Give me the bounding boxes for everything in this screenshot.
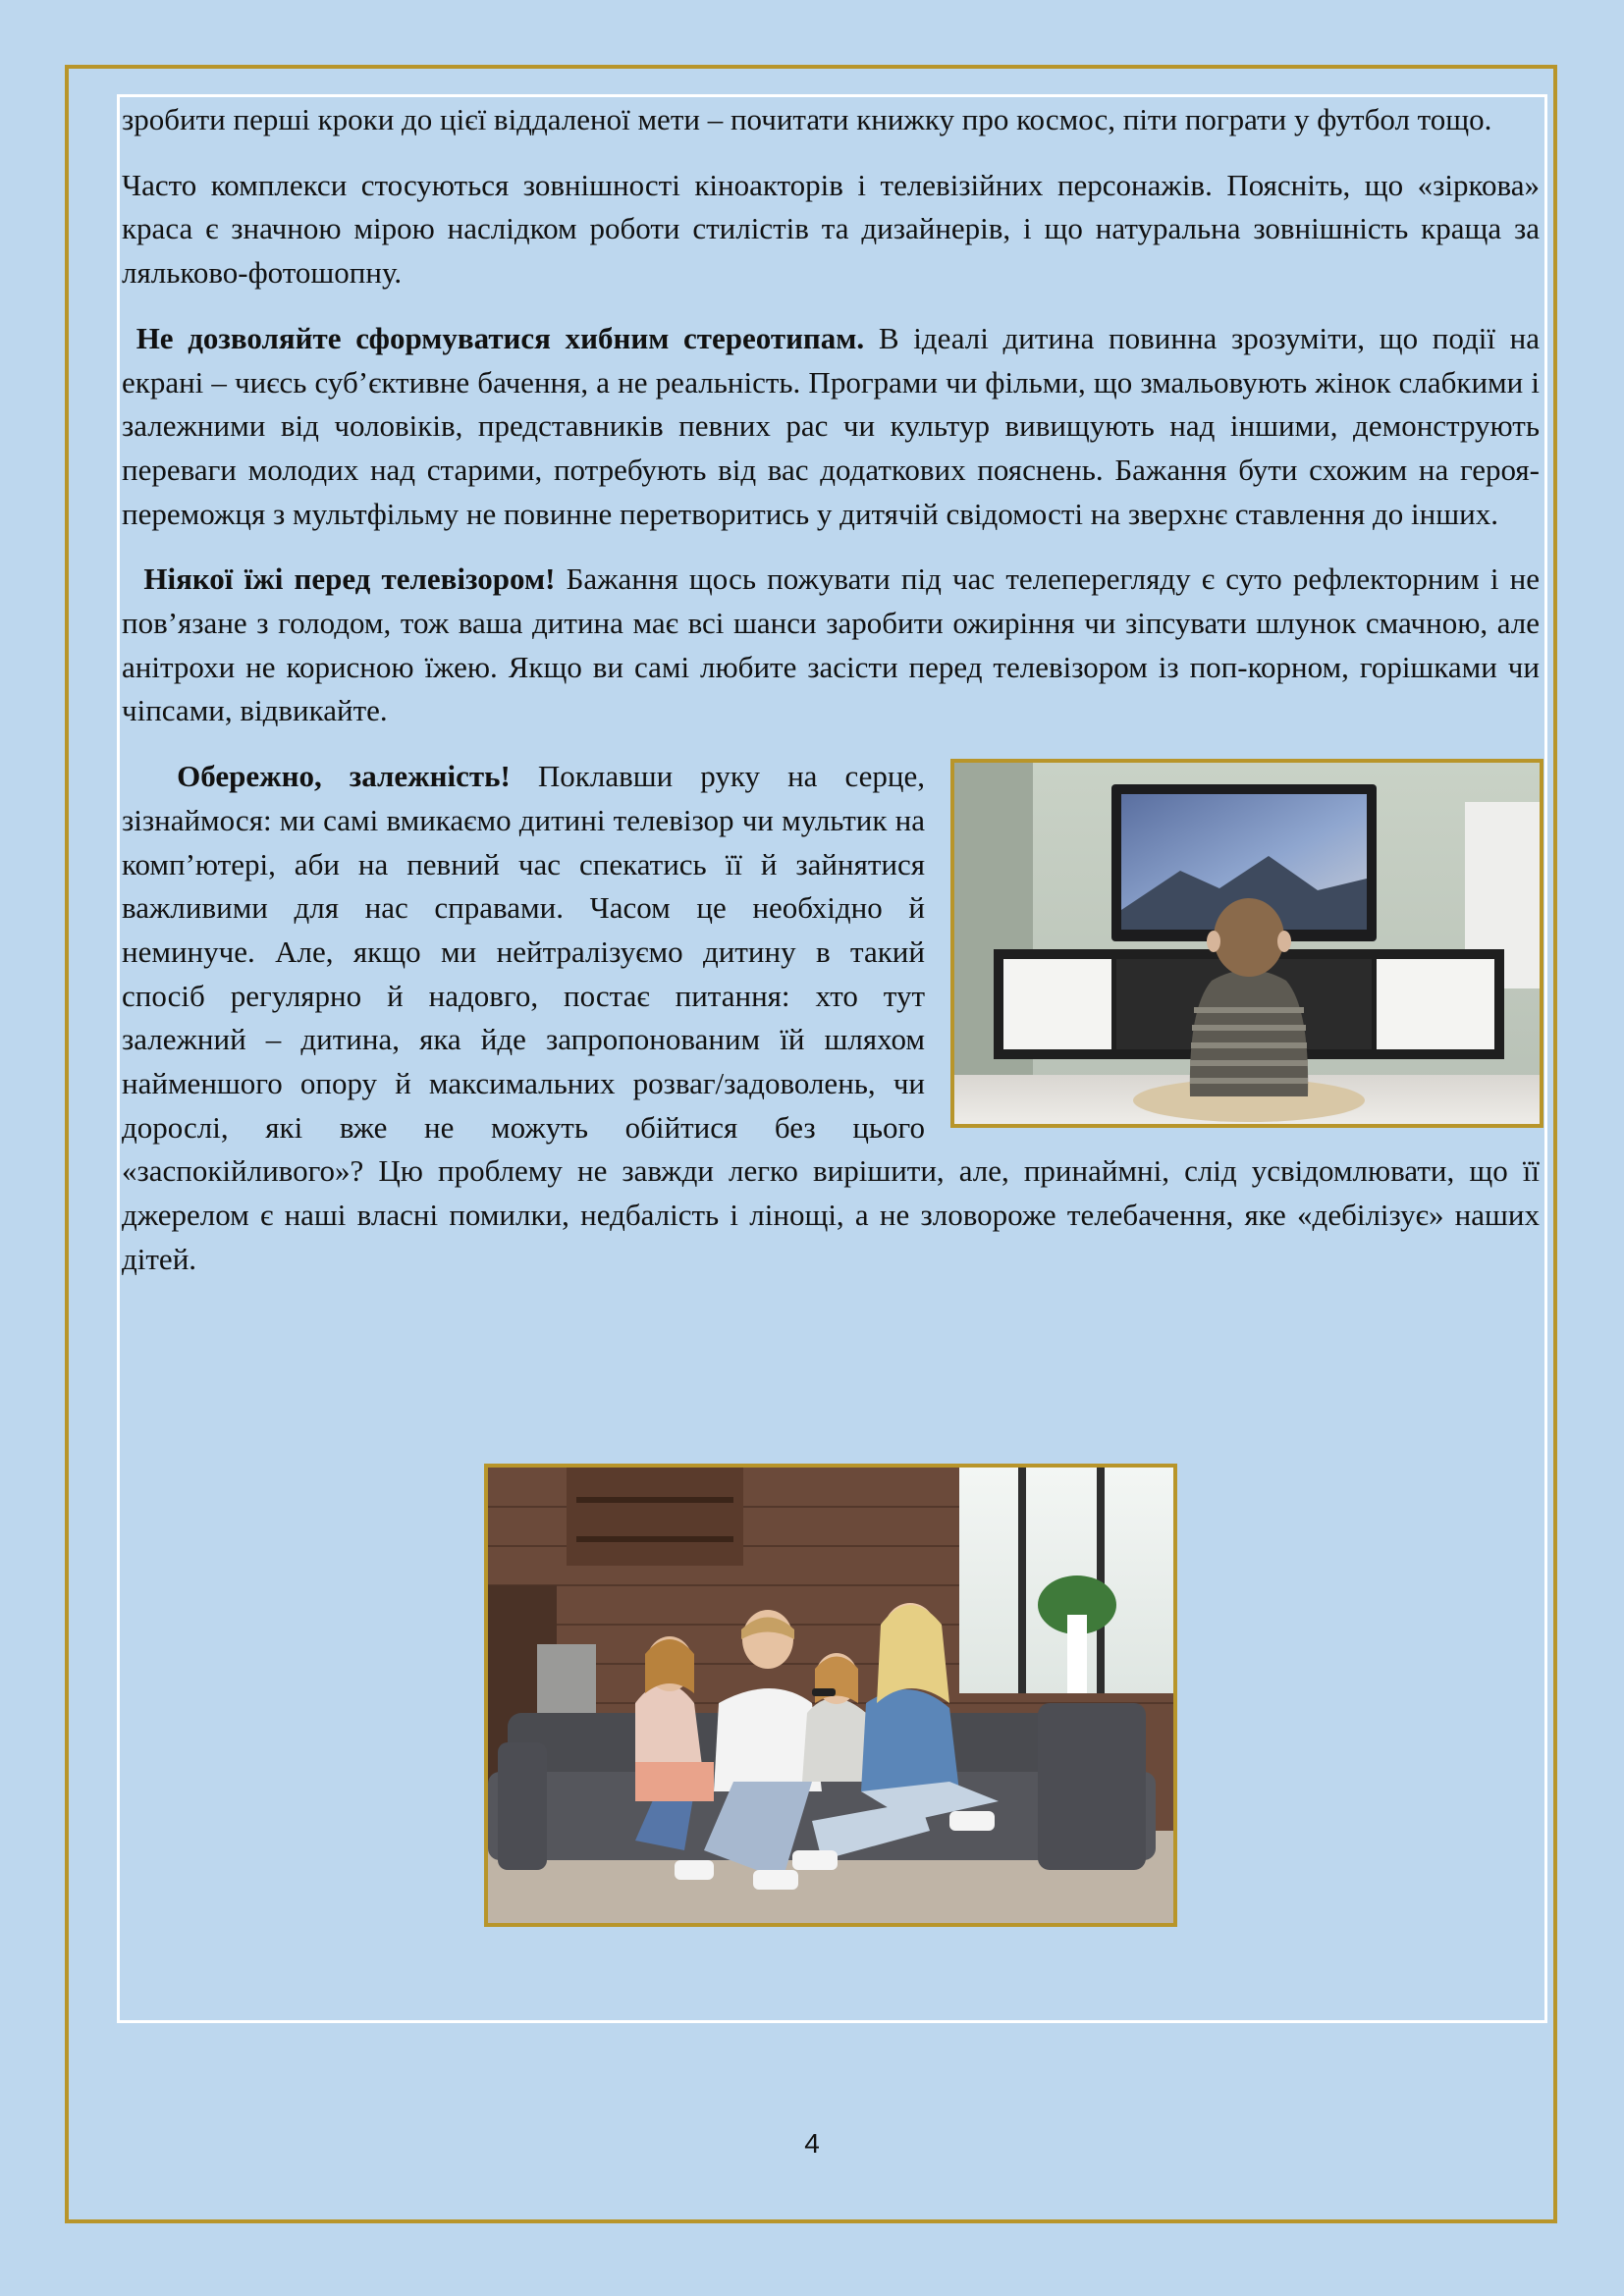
paragraph-2: [122, 164, 1540, 295]
family-watching-tv-photo: [484, 1464, 1177, 1927]
article-body: [122, 98, 1540, 1304]
family-sofa-illustration: [488, 1468, 1173, 1923]
paragraph-2-text: Часто комплекси стосуються зовнішності кіноакторів і телевізійних персонажів. Поясніть, що «зіркова» краса є значною мірою наслідком роботи стилістів та дизайнерів, і що натуральна зовнішність краща за ляльково-фотошопну.: [122, 167, 1540, 291]
page-number: 4: [804, 2128, 820, 2159]
stereotypes-heading: Не дозволяйте сформуватися хибним стереотипам.: [135, 320, 865, 355]
paragraph-stereotypes: [122, 317, 1540, 537]
child-tv-illustration: [954, 763, 1540, 1124]
paragraph-1-text: зробити перші кроки до цієї віддаленої мети – почитати книжку про космос, піти пограти у футбол тощо.: [122, 102, 1492, 136]
child-watching-tv-photo: [950, 759, 1543, 1128]
addiction-text: Поклавши руку на серце, зізнаймося: ми самі вмикаємо дитині телевізор чи мультик на комп’ютері, аби на певний час спекатись її й зайнятися важливими для нас справами. Часом це необхідно й неминуче. Але, якщо ми нейтралізуємо дитину в такий спосіб регулярно й надовго, постає питання: хто тут залежний – дитина, яка йде запропонованим їй шляхом найменшого опору й максимальних розваг/задоволень, чи дорослі, які вже не можуть обійтися без цього «заспокійливого»? Цю проблему не завжди легко вирішити, але, принаймні, слід усвідомлювати, що її джерелом є наші власні помилки, недбалість і лінощі, а не зловороже телебачення, яке «дебілізує» наших дітей.: [122, 759, 1540, 1276]
addiction-heading: Обережно, залежність!: [177, 759, 511, 794]
stereotypes-text: В ідеалі дитина повинна зрозуміти, що події на екрані – чиєсь суб’єктивне бачення, а не реальність. Програми чи фільми, що змальовують жінок слабкими і залежними від чоловіків, представників певних рас чи культур вивищують над іншими, демонструють переваги молодих над старими, потребують від вас додаткових пояснень. Бажання бути схожим на героя-переможця з мультфільму не повинне перетворитись у дитячій свідомості на зверхнє ставлення до інших.: [122, 320, 1540, 531]
paragraph-1: [122, 98, 1540, 142]
paragraph-no-food: [122, 558, 1540, 733]
no-food-heading: Ніякої їжі перед телевізором!: [143, 561, 556, 597]
no-food-text: Бажання щось пожувати під час телеперегляду є суто рефлекторним і не пов’язане з голодом, тож ваша дитина має всі шанси заробити ожиріння чи зіпсувати шлунок смачною, але анітрохи не корисною їжею. Якщо ви самі любите засісти перед телевізором із поп-корном, горішками чи чіпсами, відвикайте.: [122, 561, 1540, 728]
